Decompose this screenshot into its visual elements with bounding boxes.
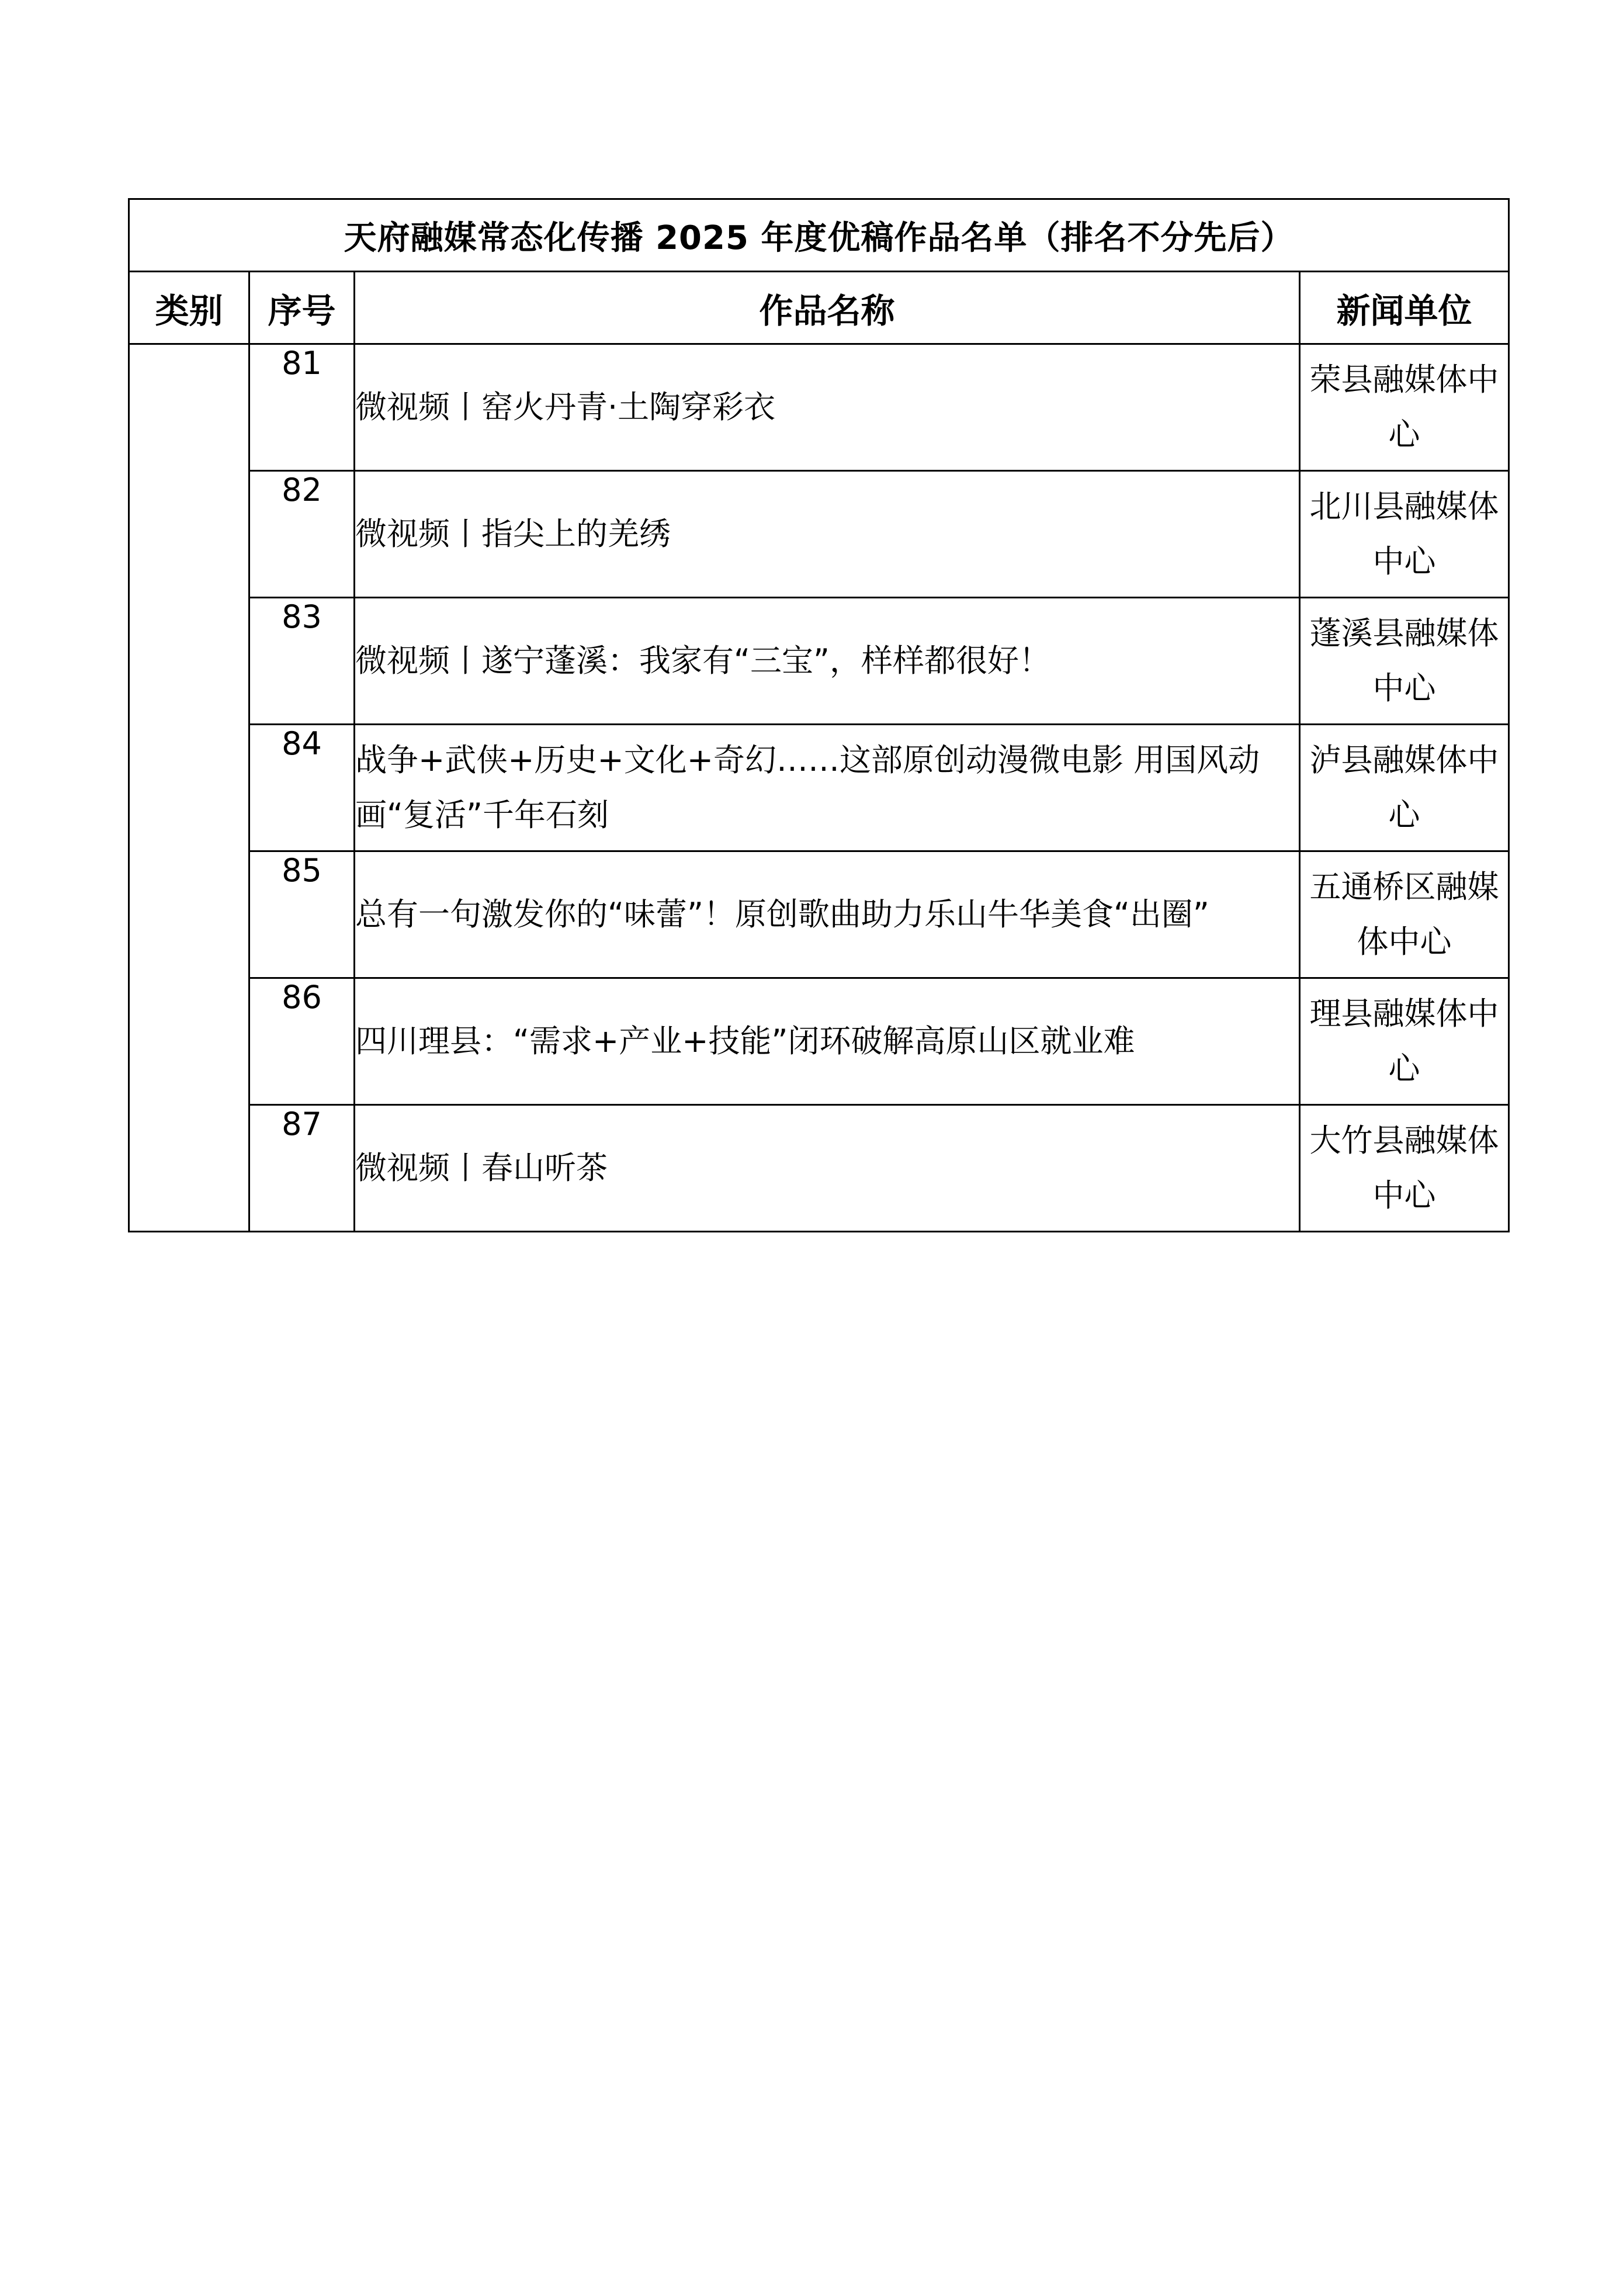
table-header-row: [129, 272, 1509, 344]
header-work-title: 作品名称: [355, 272, 1300, 344]
row-work-title: 微视频丨春山听茶: [355, 1105, 1300, 1232]
row-news-unit: [1300, 851, 1509, 978]
row-news-unit-text: 荣县融媒体中心: [1309, 361, 1499, 453]
row-number: 83: [249, 598, 355, 725]
row-work-title: 微视频丨遂宁蓬溪：我家有“三宝”，样样都很好！: [355, 598, 1300, 725]
table-row: [129, 978, 1509, 1105]
row-work-title: 微视频丨窑火丹青·土陶穿彩衣: [355, 344, 1300, 471]
row-news-unit-text: 泸县融媒体中心: [1309, 742, 1499, 833]
header-news-unit: 新闻单位: [1300, 272, 1509, 344]
category-cell: [129, 344, 249, 1232]
row-work-title: 总有一句激发你的“味蕾”！原创歌曲助力乐山牛华美食“出圈”: [355, 851, 1300, 978]
row-news-unit: [1300, 1105, 1509, 1232]
row-news-unit-text: 五通桥区融媒体中心: [1309, 868, 1499, 960]
row-news-unit-text: 理县融媒体中心: [1309, 995, 1499, 1087]
table-row: [129, 725, 1509, 851]
row-news-unit-text: 大竹县融媒体中心: [1309, 1122, 1499, 1214]
row-news-unit: [1300, 978, 1509, 1105]
row-news-unit: [1300, 344, 1509, 471]
table-row: [129, 1105, 1509, 1232]
row-work-title: 战争+武侠+历史+文化+奇幻……这部原创动漫微电影 用国风动画“复活”千年石刻: [355, 725, 1300, 851]
row-work-title: 微视频丨指尖上的羌绣: [355, 471, 1300, 598]
header-number: 序号: [249, 272, 355, 344]
row-news-unit-text: 北川县融媒体中心: [1309, 488, 1499, 580]
table-title: 天府融媒常态化传播 2025 年度优稿作品名单（排名不分先后）: [129, 199, 1509, 272]
row-news-unit: [1300, 471, 1509, 598]
row-news-unit: [1300, 598, 1509, 725]
table-row: [129, 598, 1509, 725]
row-number: 82: [249, 471, 355, 598]
row-news-unit: [1300, 725, 1509, 851]
header-category: 类别: [129, 272, 249, 344]
row-number: 81: [249, 344, 355, 471]
table-row: [129, 851, 1509, 978]
table-row: [129, 471, 1509, 598]
table-row: [129, 344, 1509, 471]
row-number: 86: [249, 978, 355, 1105]
row-work-title: 四川理县：“需求+产业+技能”闭环破解高原山区就业难: [355, 978, 1300, 1105]
row-number: 84: [249, 725, 355, 851]
row-number: 85: [249, 851, 355, 978]
award-list-table: [128, 198, 1510, 1232]
row-number: 87: [249, 1105, 355, 1232]
row-news-unit-text: 蓬溪县融媒体中心: [1309, 615, 1499, 707]
table-title-row: [129, 199, 1509, 272]
